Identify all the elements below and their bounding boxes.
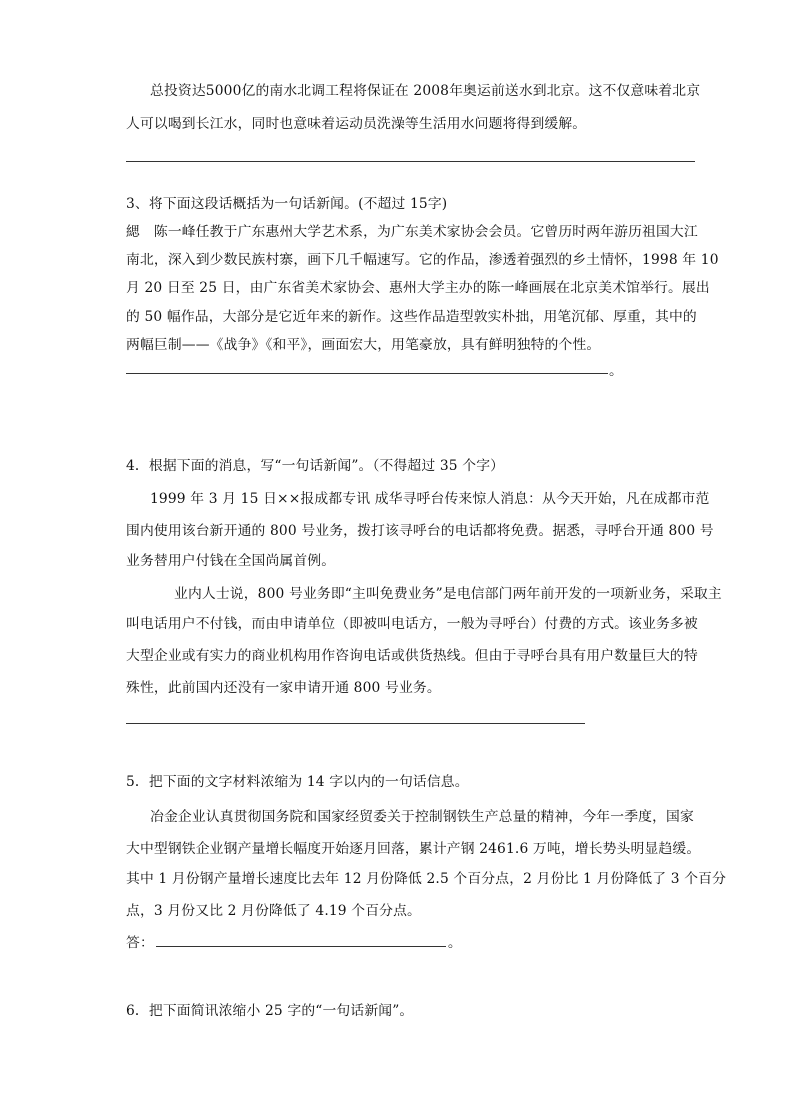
question-3-answer-period: 。	[609, 363, 623, 379]
question-3-line-2: 南北，深入到少数民族村寨，画下几千幅速写。它的作品，渗透着强烈的乡土情怀，1998 年 10	[126, 252, 719, 268]
question-5-line-3: 其中 1 月份钢产量增长速度比去年 12 月份降低 2.5 个百分点，2 月份比 1 月份降低了 3 个百分	[126, 871, 727, 887]
question-6-title: 6．把下面简讯浓缩小 25 字的“一句话新闻”。	[126, 1003, 414, 1019]
question-4-paragraph-2-line-3: 大型企业或有实力的商业机构用作咨询电话或供货热线。但由于寻呼台具有用户数量巨大的特	[126, 648, 698, 664]
question-4-paragraph-1-line-1: 1999 年 3 月 15 日××报成都专讯 成华寻呼台传来惊人消息：从今天开始，凡在成都市范	[150, 491, 710, 507]
question-4-answer-line[interactable]	[126, 723, 585, 724]
question-5-title: 5．把下面的文字材料浓缩为 14 字以内的一句话信息。	[126, 774, 469, 790]
question-4-paragraph-2-line-1: 业内人士说，800 号业务即“主叫免费业务”是电信部门两年前开发的一项新业务，采取主	[174, 586, 722, 602]
paragraph-1-line-2: 人可以喝到长江水，同时也意味着运动员洗澡等生活用水问题将得到缓解。	[126, 116, 587, 132]
question-3-title: 3、将下面这段话概括为一句话新闻。(不超过 15字)	[126, 196, 448, 212]
question-3-answer-line[interactable]	[126, 373, 608, 374]
question-3-line-5: 两幅巨制——《战争》《和平》，画面宏大，用笔豪放，具有鲜明独特的个性。	[126, 337, 601, 353]
question-5-answer-line[interactable]	[156, 933, 446, 947]
question-5-line-2: 大中型钢铁企业钢产量增长幅度开始逐月回落，累计产钢 2461.6 万吨，增长势头明显趋缓。	[126, 841, 701, 857]
question-5-line-1: 冶金企业认真贯彻国务院和国家经贸委关于控制钢铁生产总量的精神，今年一季度，国家	[150, 809, 694, 825]
question-3-line-1: 緦 陈一峰任教于广东惠州大学艺术系，为广东美术家协会会员。它曾历时两年游历祖国大江	[126, 224, 698, 240]
answer-line-1[interactable]	[126, 161, 695, 162]
question-4-paragraph-2-line-4: 殊性，此前国内还没有一家申请开通 800 号业务。	[126, 680, 441, 696]
question-3-line-4: 的 50 幅作品，大部分是它近年来的新作。这些作品造型敦实朴拙，用笔沉郁、厚重，其中的	[126, 309, 697, 325]
question-5-answer-period: 。	[447, 935, 462, 951]
paragraph-1-line-1: 总投资达5000亿的南水北调工程将保证在 2008年奥运前送水到北京。这不仅意味着北京	[150, 83, 701, 99]
question-4-paragraph-1-line-2: 围内使用该台新开通的 800 号业务，拨打该寻呼台的电话都将免费。据悉，寻呼台开通 800 号	[126, 523, 714, 539]
question-4-paragraph-2-line-2: 叫电话用户不付钱，而由申请单位（即被叫电话方，一般为寻呼台）付费的方式。该业务多被	[126, 616, 698, 632]
question-4-paragraph-1-line-3: 业务替用户付钱在全国尚属首例。	[126, 553, 336, 569]
question-5-line-4: 点，3 月份又比 2 月份降低了 4.19 个百分点。	[126, 903, 422, 919]
question-4-title: 4．根据下面的消息，写“一句话新闻”。（不得超过 35 个字）	[126, 458, 505, 474]
question-5-answer-row	[126, 933, 694, 953]
question-5-answer-label: 答：	[126, 935, 154, 951]
question-3-line-3: 月 20 日至 25 日，由广东省美术家协会、惠州大学主办的陈一峰画展在北京美术馆举行。展出	[126, 280, 710, 296]
